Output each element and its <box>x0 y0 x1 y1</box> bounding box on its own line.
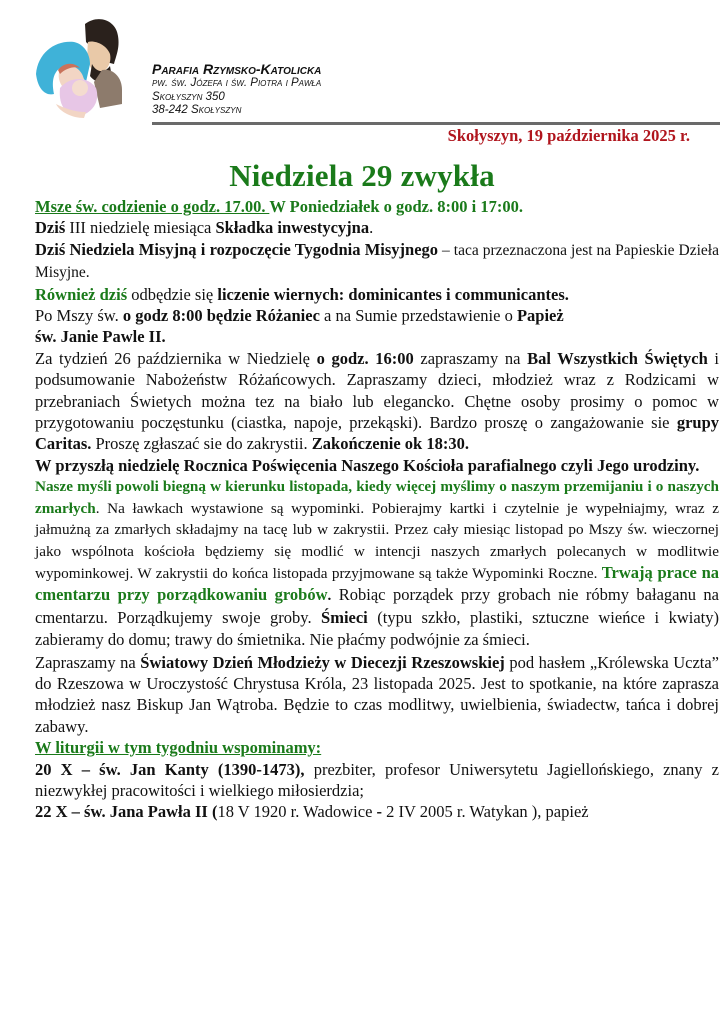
text-bold: Papież <box>516 306 564 326</box>
text: . Na ławkach wystawione są wypominki. Pobierajmy kartki i czytelnie je wypełniajmy, wraz z jałmużną za zmarłych składajmy na tacę lub w zakrystii. Przez cały miesiąc listopad po Mszy św. wieczornej jako wspólnota kościoła będziemy się modlić w intencji naszych zmarłych polecanych w modlitwie wypominkowej. W zakrystii do końca listopada przyjmowane są także Wypominki Roczne. <box>35 499 719 582</box>
text: a na Sumie przedstawienie o <box>319 306 517 326</box>
text: odbędzie się <box>127 284 218 304</box>
liturgy-item-jan-kanty <box>35 759 719 802</box>
text-bold: W przyszłą niedzielę Rocznica Poświęcenia Naszego Kościoła parafialnego czyli Jego urodziny. <box>35 455 700 475</box>
parish-name: Parafia Rzymsko-Katolicka <box>152 61 322 77</box>
text: . <box>369 218 374 238</box>
text-bold: Składka inwestycyjna <box>215 218 370 238</box>
text-green: Trwają prace na cmentarzu przy porządkowaniu grobów <box>35 562 719 605</box>
holy-family-logo-icon <box>30 12 130 120</box>
text-bold: Bal Wszystkich Świętych <box>527 348 708 368</box>
parish-patron: pw. św. Józefa i św. Piotra i Pawła <box>152 77 322 89</box>
text-bold: św. Janie Pawle II. <box>35 327 166 347</box>
announcements <box>35 196 719 823</box>
text-bold: - <box>376 802 383 822</box>
text-bold: 22 X – św. Jana Pawła II ( <box>35 802 218 822</box>
text: i podsumowanie Nabożeństw Różańcowych. Zapraszamy dzieci, młodzież wraz z Rodzicami w przebraniach Świetych można tez na biało lub elegancko. Chętne osoby prosimy o pomoc w przygotowaniu poczęstunku (ciastka, napoje, przekąski). Bardzo proszę o zangażowanie sie <box>35 348 719 433</box>
announcement-missions <box>35 239 719 284</box>
text: Za tydzień 26 października w Niedzielę <box>35 348 317 368</box>
parish-postal: 38-242 Skołyszyn <box>152 104 242 116</box>
text-bold: o godz. 16:00 <box>316 348 414 368</box>
text: (typu szkło, plastiki, sztuczne wieńce i kwiaty) zabieramy do domu; trawy do śmietnika. Nie płaćmy podwójnie za śmieci. <box>35 607 719 650</box>
daily-masses: Msze św. codzienie o godz. 17.00. <box>35 197 270 216</box>
announcement-counting <box>35 284 719 305</box>
announcement-collection <box>35 217 719 238</box>
text: Po Mszy św. <box>35 306 123 326</box>
text: – taca przeznaczona jest na Papieskie Dzieła Misyjne. <box>35 241 719 282</box>
parish-address: Skołyszyn 350 <box>152 90 225 103</box>
text-bold: Dziś Niedziela Misyjną i rozpoczęcie Tygodnia Misyjnego <box>35 239 439 259</box>
text-green: W liturgii w tym tygodniu wspominamy: <box>35 738 322 758</box>
text-bold: . <box>327 587 332 605</box>
date-line: Skołyszyn, 19 października 2025 r. <box>447 126 690 145</box>
liturgy-heading <box>35 737 719 758</box>
text: Zapraszamy na <box>35 652 141 672</box>
liturgy-item-jan-pawel <box>35 801 719 822</box>
announcement-youth-day <box>35 652 719 738</box>
announcement-november <box>35 476 719 651</box>
text: pod hasłem „Królewska Uczta” do Rzeszowa w Uroczystość Chrystusa Króla, 23 listopada 2025. Jest to spotkanie, na które zaprasza młodzież nasz Biskup Jan Wątroba. Będzie to czas modlitwy, uwielbienia, świadectw, tańca i dobrej zabawy. <box>35 652 720 736</box>
text: 18 V 1920 r. Wadowice <box>217 802 377 822</box>
text-bold: Światowy Dzień Młodzieży w Diecezji Rzeszowskiej <box>140 652 505 672</box>
page-title: Niedziela 29 zwykła <box>229 158 495 193</box>
text-bold: o godz 8:00 będzie Różaniec <box>122 306 320 326</box>
announcement-all-saints-ball <box>35 348 719 455</box>
announcement-anniversary <box>35 455 719 476</box>
announcement-rosary <box>35 305 719 348</box>
text-bold: 20 X – św. Jan Kanty (1390-1473), <box>35 759 305 779</box>
text-bold: Dziś <box>35 218 66 238</box>
mass-times <box>35 196 719 217</box>
parish-header <box>152 62 722 118</box>
text: III niedzielę miesiąca <box>65 218 216 238</box>
text: prezbiter, profesor Uniwersytetu Jagiellońskiego, znany z niezwykłej pracowitości i wielkiego miłosierdzia; <box>35 759 720 800</box>
text-bold: Śmieci <box>321 607 368 627</box>
text-bold: Zakończenie ok 18:30. <box>311 434 469 454</box>
text: Robiąc porządek przy grobach nie róbmy bałaganu na cmentarzu. Porządkujemy swoje groby. <box>35 585 720 627</box>
text-green: Również dziś <box>35 284 128 304</box>
header-divider <box>152 122 720 125</box>
text-bold: liczenie wiernych: dominicantes i communicantes. <box>217 284 569 304</box>
text: zapraszamy na <box>413 348 528 368</box>
text: 2 IV 2005 r. Watykan ), papież <box>382 802 589 822</box>
text-bold: grupy Caritas. <box>35 413 719 454</box>
text: Proszę zgłaszać sie do zakrystii. <box>91 434 312 454</box>
text-green: Nasze myśli powoli biegną w kierunku listopada, kiedy więcej myślimy o naszym przemijaniu i o naszych zmarłych <box>35 478 719 517</box>
monday-masses: W Poniedziałek o godz. 8:00 i 17:00. <box>269 197 523 216</box>
